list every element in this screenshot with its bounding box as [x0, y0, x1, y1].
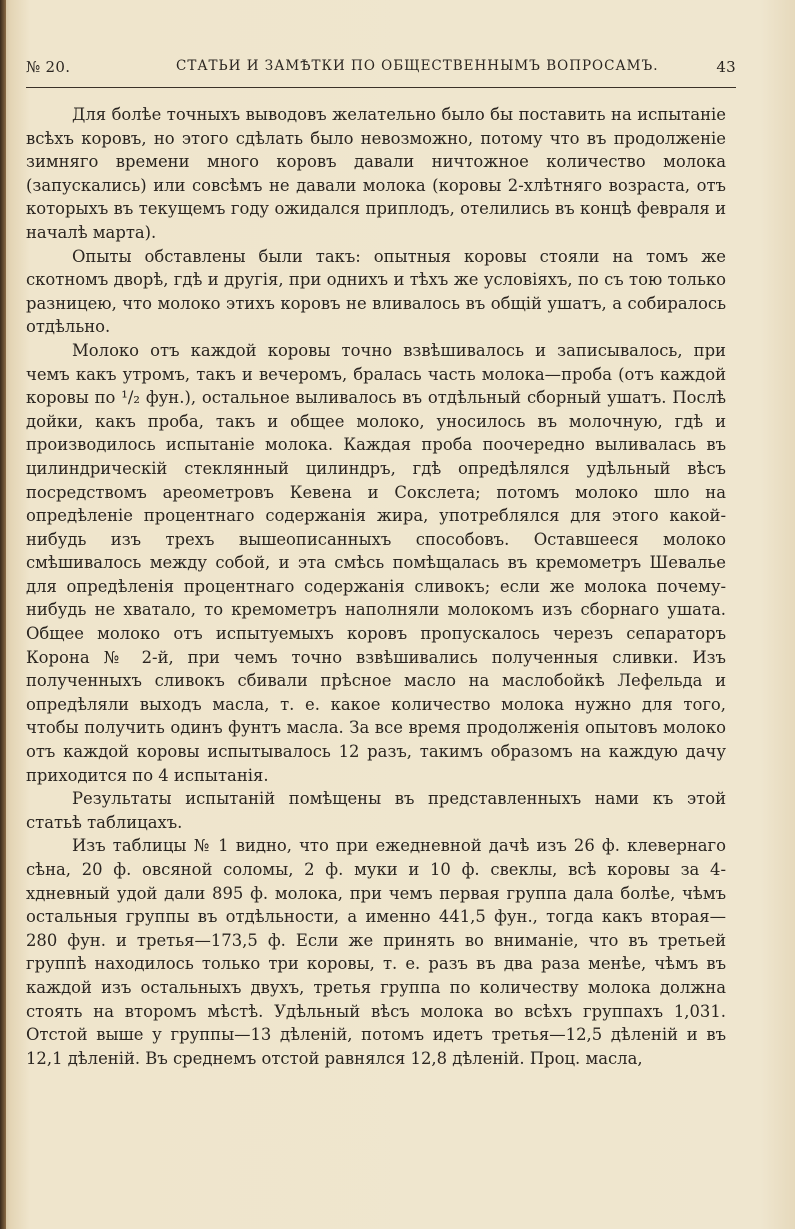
- section-title: СТАТЬИ И ЗАМѢТКИ ПО ОБЩЕСТВЕННЫМЪ ВОПРОСАМЪ.: [176, 58, 659, 74]
- paragraph: Изъ таблицы № 1 видно, что при ежедневной дачѣ изъ 26 ф. клевернаго сѣна, 20 ф. овсяной соломы, 2 ф. муки и 10 ф. свеклы, всѣ коровы за 4-хдневный удой дали 895 ф. молока, при чемъ первая группа дала болѣе, чѣмъ остальныя группы въ отдѣльности, а именно 441,5 фун., тогда какъ вторая—280 фун. и третья—173,5 ф. Если же принять во вниманіе, что въ третьей группѣ находилось только три коровы, т. е. разъ въ два раза менѣе, чѣмъ въ каждой изъ остальныхъ двухъ, третья группа по количеству молока должна стоять на второмъ мѣстѣ. Удѣльный вѣсъ молока во всѣхъ группахъ 1,031. Отстой выше у группы—13 дѣленій, потомъ идетъ третья—12,5 дѣленій и въ 12,1 дѣленій. Въ среднемъ отстой равнялся 12,8 дѣленій. Проц. масла,: [26, 836, 726, 1068]
- paragraph: Молоко отъ каждой коровы точно взвѣшивалось и записывалось, при чемъ какъ утромъ, такъ и вечеромъ, бралась часть молока—проба (отъ каждой коровы по ¹/₂ фун.), остальное выливалось въ отдѣльный сборный ушатъ. Послѣ дойки, какъ проба, такъ и общее молоко, уносилось въ молочную, гдѣ и производилось испытаніе молока. Каждая проба поочередно выливалась въ цилиндрическій стеклянный цилиндръ, гдѣ опредѣлялся удѣльный вѣсъ посредствомъ ареометровъ Кевена и Сокслета; потомъ молоко шло на опредѣленіе процентнаго содержанія жира, употреблялся для этого какой-нибудь изъ трехъ вышеописанныхъ способовъ. Оставшееся молоко смѣшивалось между собой, и эта смѣсь помѣщалась въ кремометръ Шевалье для опредѣленія процентнаго содержанія сливокъ; если же молока почему-нибудь не хватало, то кремометръ наполняли молокомъ изъ сборнаго ушата. Общее молоко отъ испытуемыхъ коровъ пропускалось черезъ сепараторъ Корона № 2-й, при чемъ точно взвѣшивались полученныя сливки. Изъ полученныхъ сливокъ сбивали прѣсное масло на маслобойкѣ Лефельда и опредѣляли выходъ масла, т. е. какое количество молока нужно для того, чтобы получить одинъ фунтъ масла. За все время продолженія опытовъ молоко отъ каждой коровы испытывалось 12 разъ, такимъ образомъ на каждую дачу приходится по 4 испытанія.: [26, 340, 726, 785]
- issue-number: № 20.: [26, 58, 71, 76]
- paragraph: Для болѣе точныхъ выводовъ желательно было бы поставить на испытаніе всѣхъ коровъ, но этого сдѣлать было невозможно, потому что въ продолженіе зимняго времени много коровъ давали ничтожное количество молока (запускались) или совсѣмъ не давали молока (коровы 2-хлѣтняго возраста, отъ которыхъ въ текущемъ году ожидался приплодъ, отелились въ концѣ февраля и началѣ марта).: [26, 105, 726, 242]
- paragraph: Результаты испытаній помѣщены въ представленныхъ нами къ этой статьѣ таблицахъ.: [26, 789, 726, 832]
- page-number: 43: [716, 58, 736, 76]
- page-binding-edge: [0, 0, 6, 1229]
- paragraph: Опыты обставлены были такъ: опытныя коровы стояли на томъ же скотномъ дворѣ, гдѣ и другія, при однихъ и тѣхъ же условіяхъ, по съ тою только разницею, что молоко этихъ коровъ не вливалось въ общій ушатъ, а собиралось отдѣльно.: [26, 246, 726, 337]
- running-header: [26, 58, 736, 82]
- article-body: [26, 103, 726, 1070]
- header-rule: [26, 87, 736, 88]
